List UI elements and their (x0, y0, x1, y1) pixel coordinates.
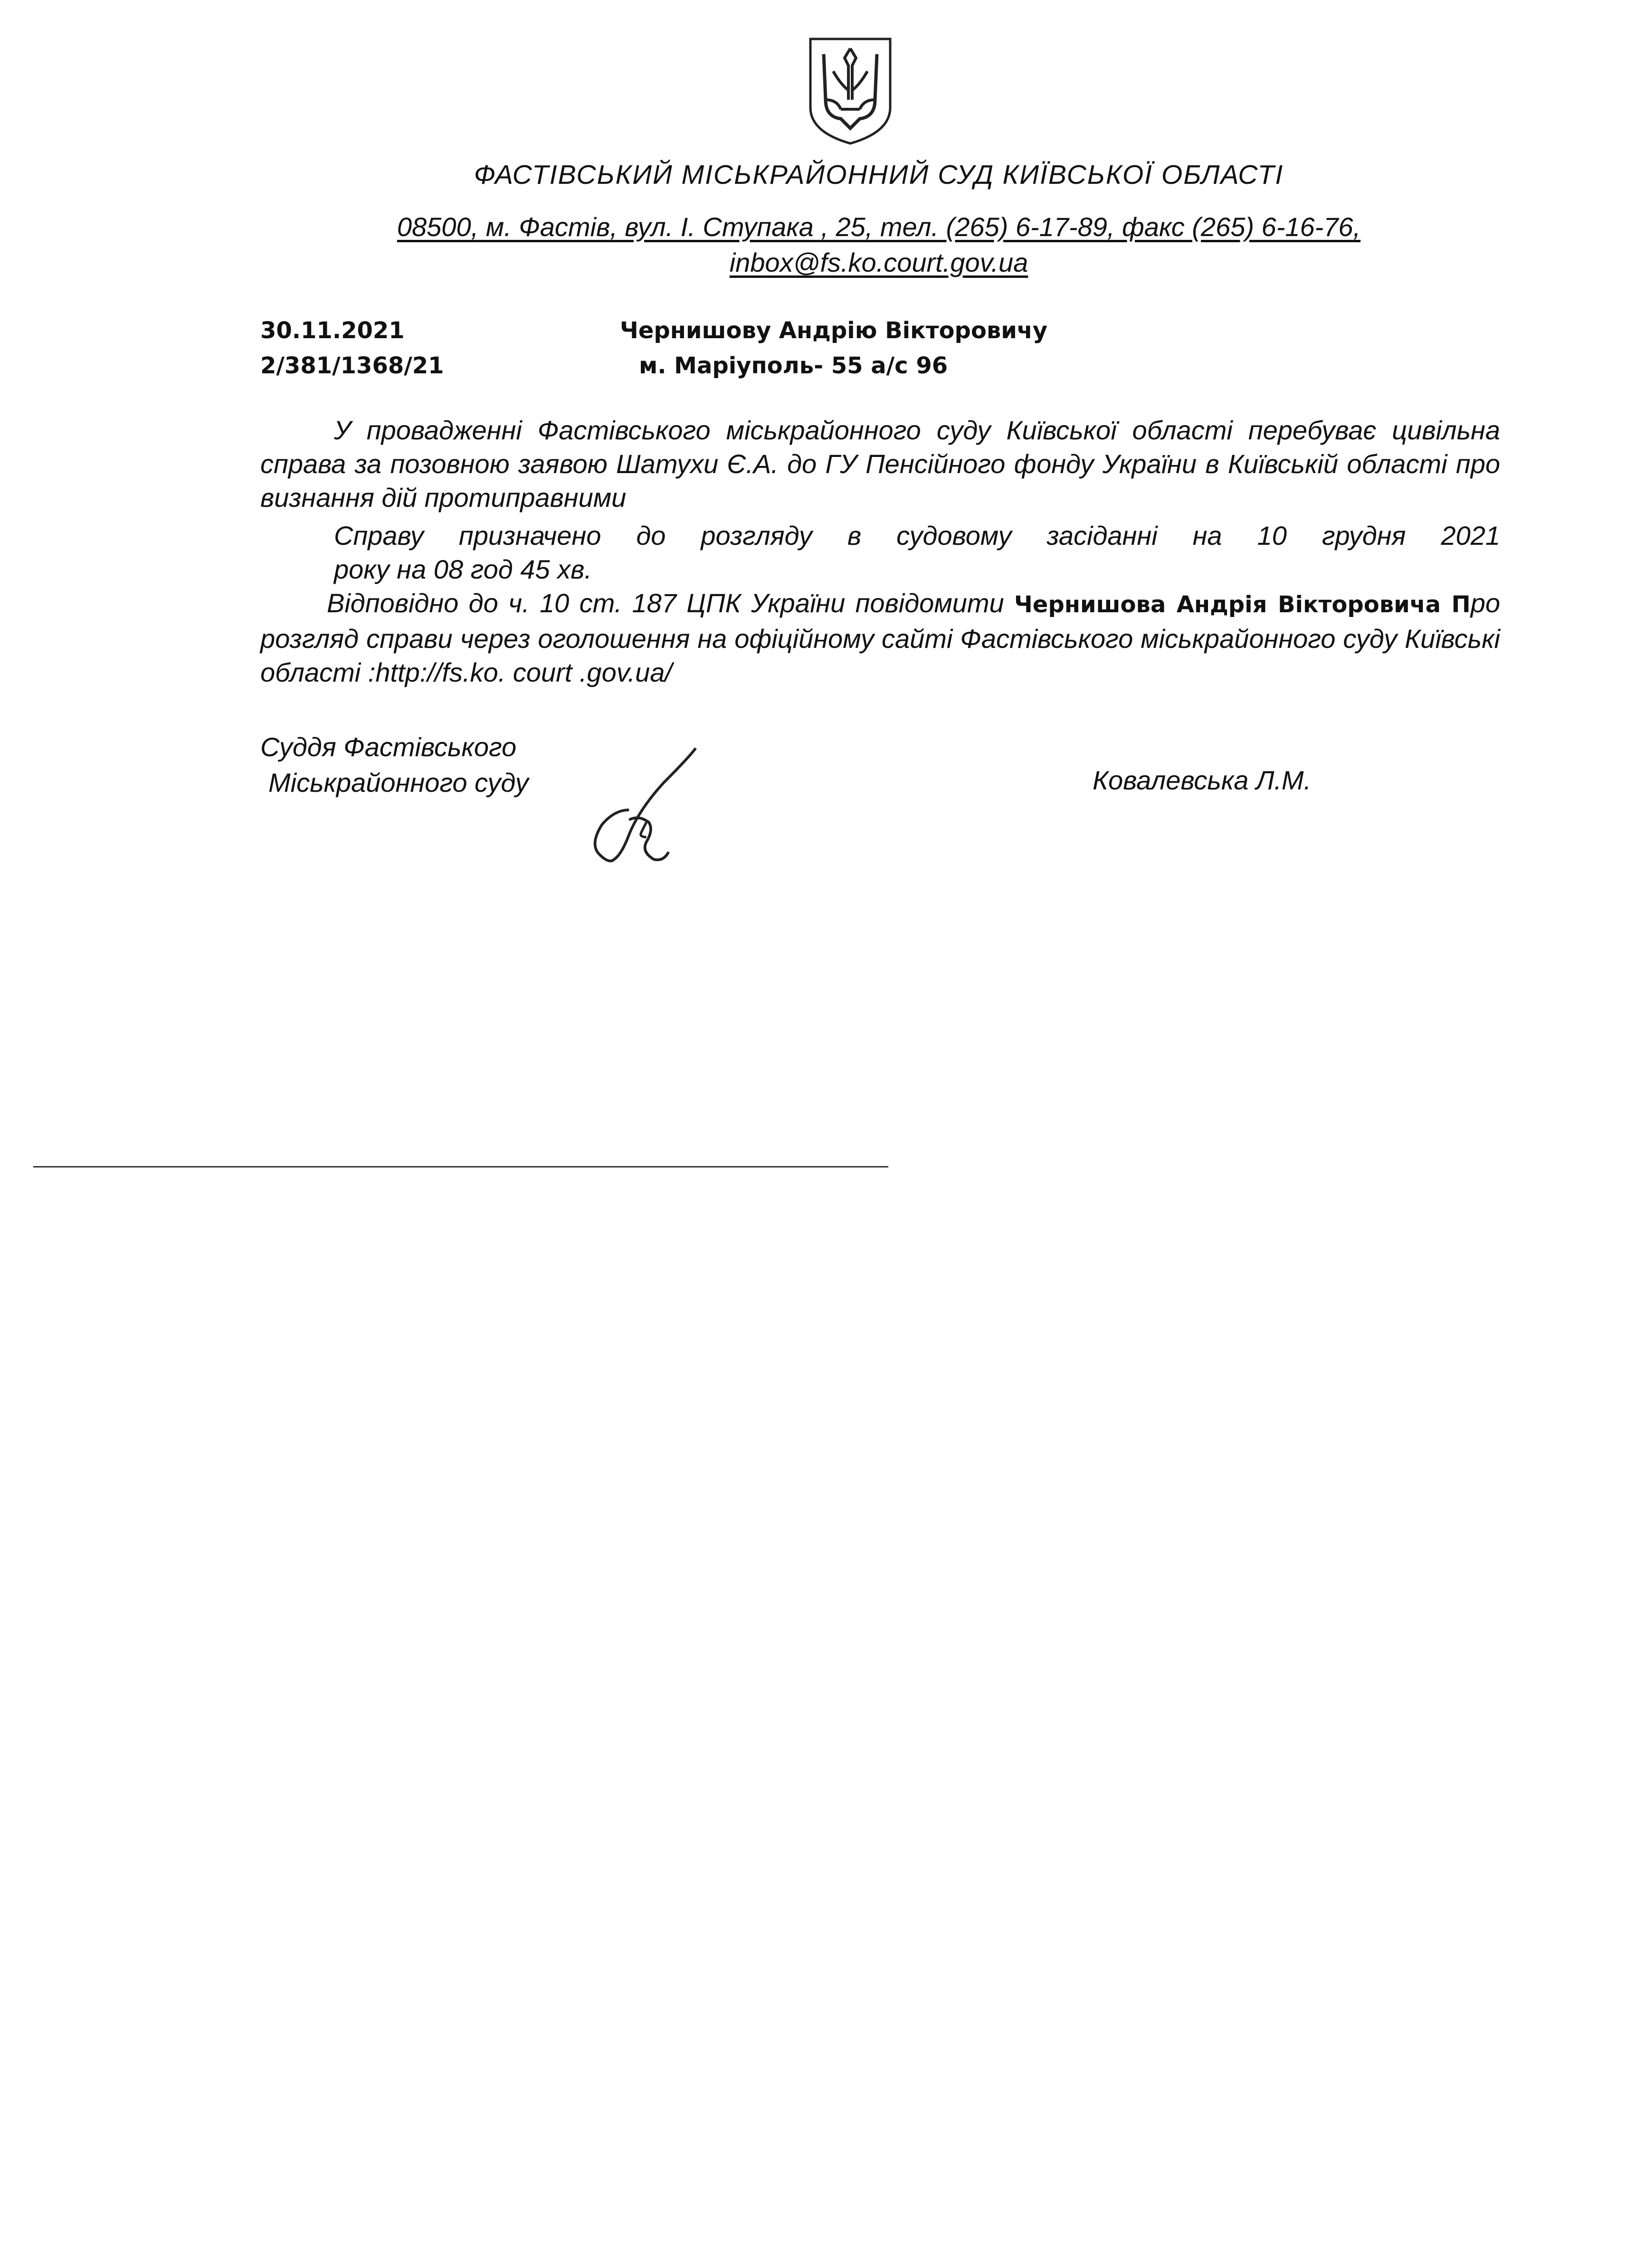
signer-name: Ковалевська Л.М. (1093, 765, 1312, 795)
recipient-address: м. Маріуполь- 55 а/с 96 (639, 352, 948, 379)
court-email: inbox@fs.ko.court.gov.ua (729, 247, 1028, 277)
court-address: 08500, м. Фастів, вул. І. Ступака , 25, тел. (265) 6-17-89, факс (265) 6-16-76, (397, 212, 1361, 242)
paragraph-hearing-date (260, 519, 1500, 586)
footer-divider (33, 1166, 888, 1167)
notified-person-name: Чернишова Андрія Вікторовича П (1014, 591, 1471, 618)
notification-text-end: ро розгляд справи через оголошення на офіційному сайті Фастівського міськрайонного суду Київські області :http://fs.ko. court .gov.ua/ (260, 588, 1501, 687)
paragraph-notification (260, 586, 1500, 689)
handwritten-signature-icon (575, 746, 703, 869)
signer-title-line2: Міськрайонного суду (268, 768, 529, 797)
hearing-date-line: Справу призначено до розгляду в судовому засіданні на 10 грудня 2021 (334, 521, 1500, 550)
trident-emblem-icon (803, 33, 898, 147)
court-name: ФАСТІВСЬКИЙ МІСЬКРАЙОННИЙ СУД КИЇВСЬКОЇ ОБЛАСТІ (474, 160, 1284, 190)
hearing-time-line: року на 08 год 45 хв. (334, 554, 592, 584)
document-date: 30.11.2021 (260, 317, 405, 344)
signer-title-line1: Суддя Фастівського (260, 732, 517, 762)
notification-text-start: Відповідно до ч. 10 ст. 187 ЦПК України повідомити (327, 588, 1004, 618)
recipient-name: Чернишову Андрію Вікторовичу (620, 317, 1048, 344)
paragraph-case-info: У провадженні Фастівського міськрайонного суду Київської області перебуває цивільна справа за позовною заявою Шатухи Є.А. до ГУ Пенсійного фонду України в Київській області про визнання дій протиправними (260, 415, 1500, 512)
case-reference-number: 2/381/1368/21 (260, 352, 444, 379)
